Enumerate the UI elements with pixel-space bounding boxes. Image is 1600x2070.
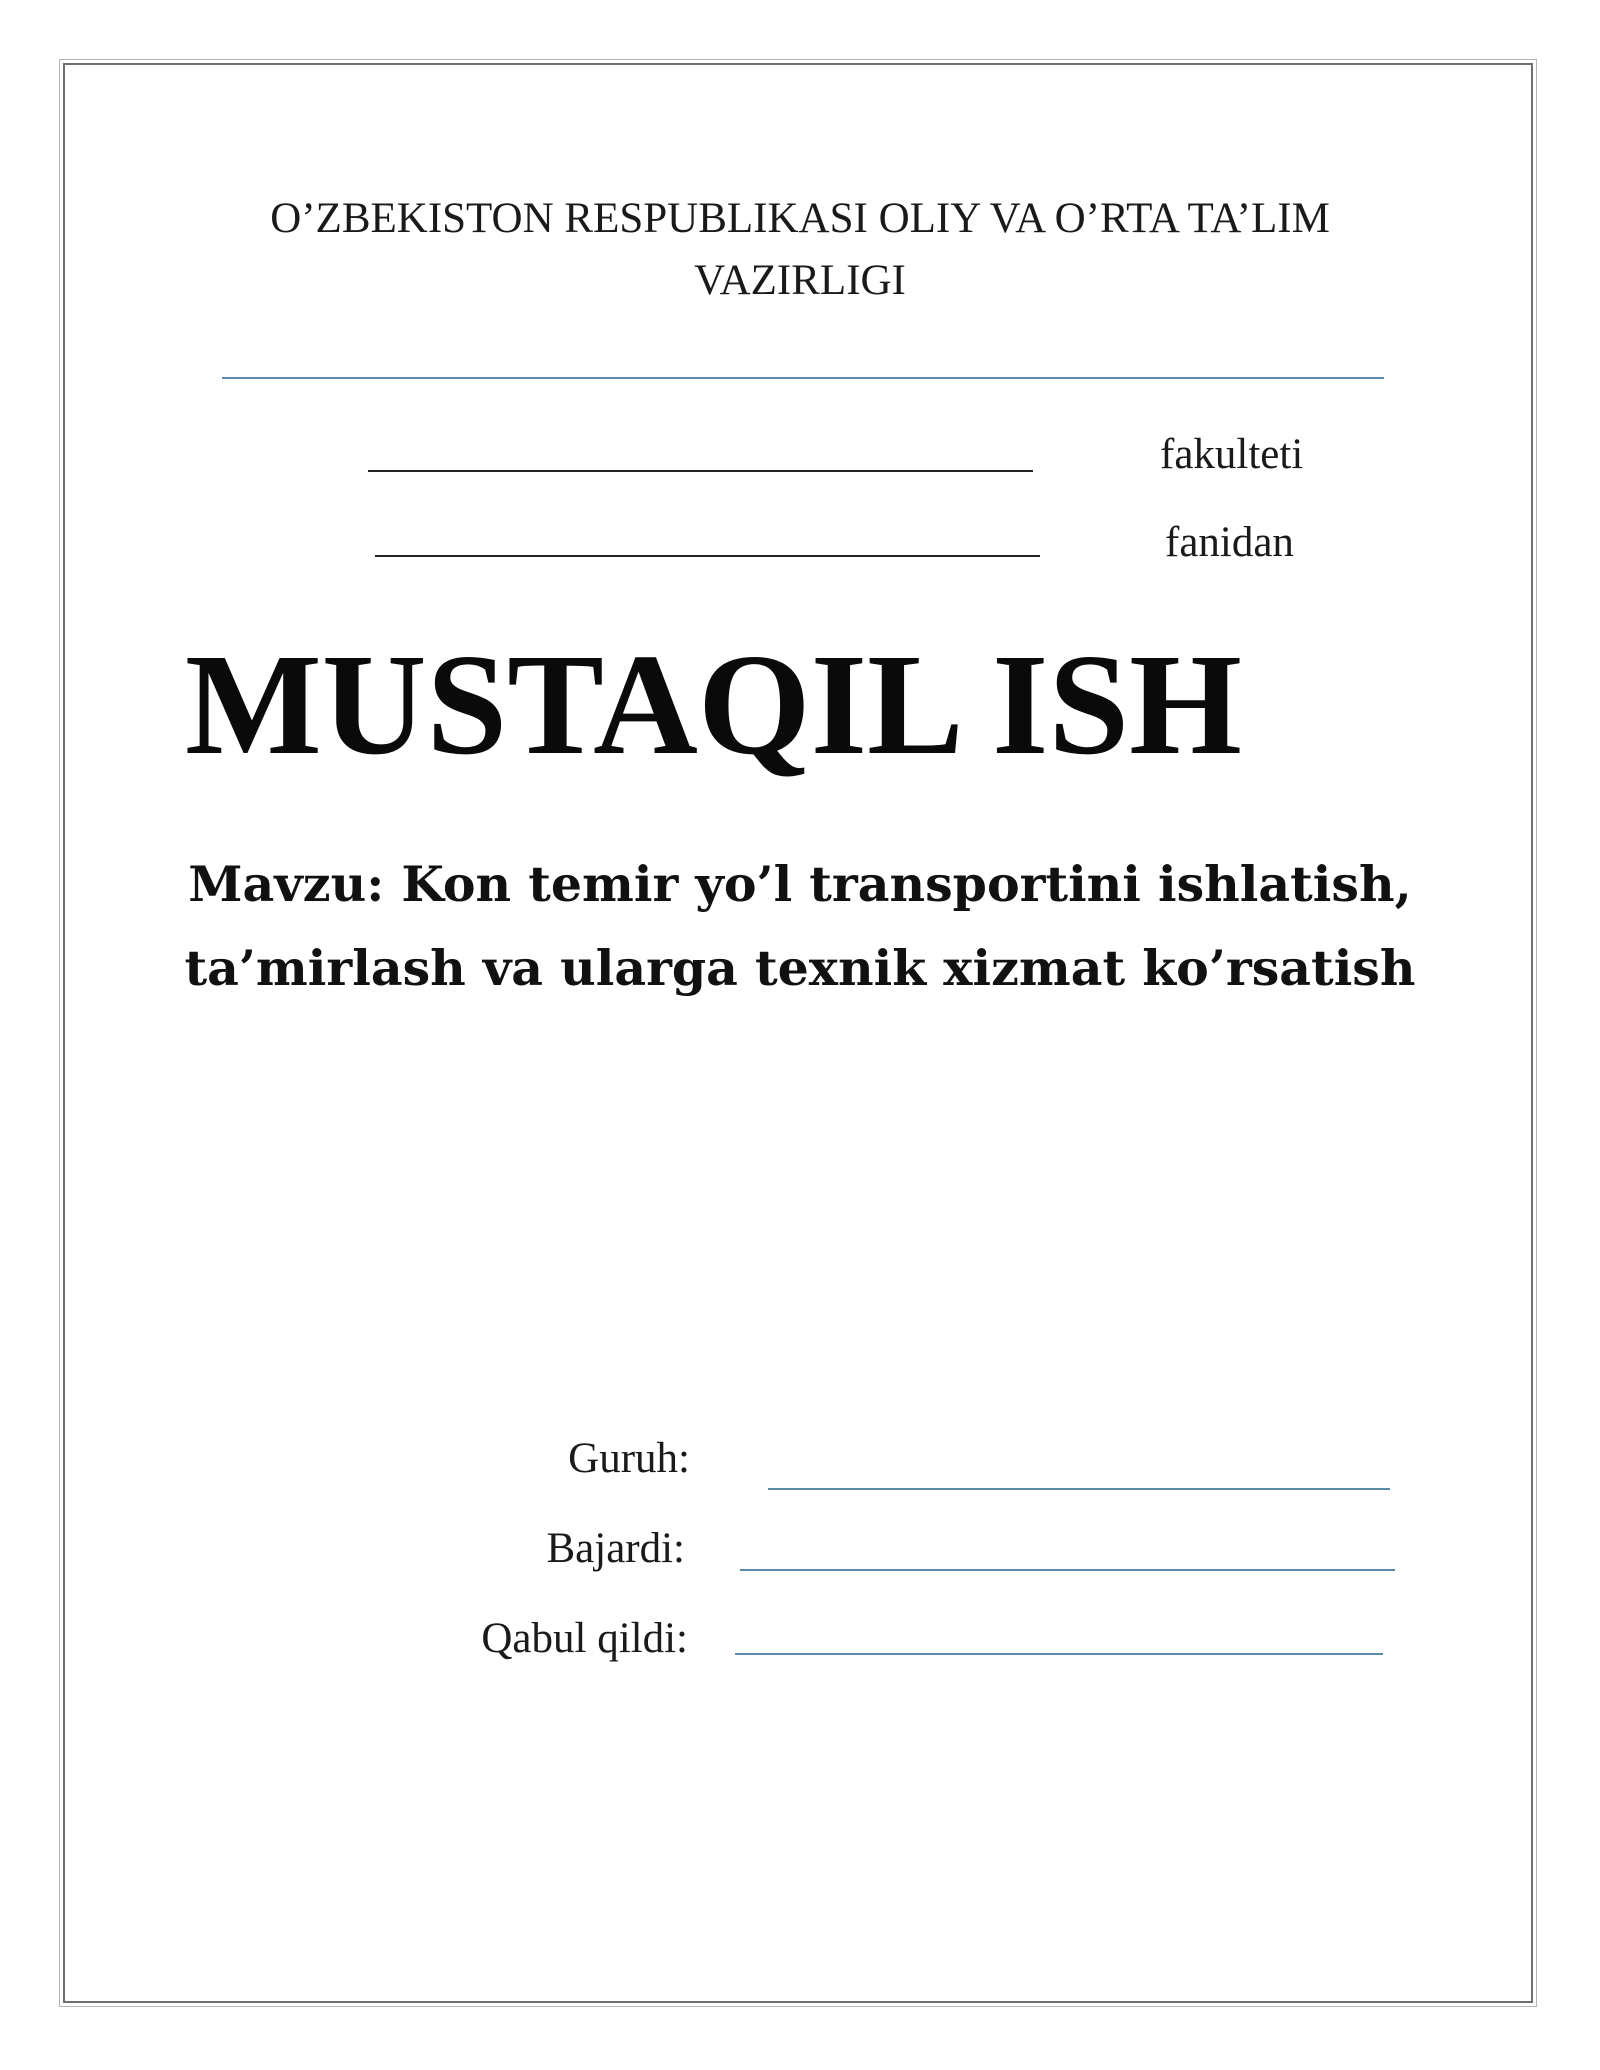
done-by-label: Bajardi: xyxy=(546,1525,685,1572)
faculty-name-blank xyxy=(368,470,1033,472)
done-by-blank xyxy=(740,1569,1395,1571)
topic-block xyxy=(150,842,1450,1010)
accepted-by-blank xyxy=(735,1653,1383,1655)
ministry-line-2: VAZIRLIGI xyxy=(694,257,906,304)
topic-line-1: Mavzu: Kon temir yo’l transportini ishlatish, xyxy=(188,855,1412,913)
document-title: MUSTAQIL ISH xyxy=(185,625,1242,785)
subject-label: fanidan xyxy=(1165,519,1294,566)
topic-line-2: ta’mirlash va ularga texnik xizmat ko’rsatish xyxy=(184,939,1416,997)
subject-name-blank xyxy=(375,555,1040,557)
group-label: Guruh: xyxy=(568,1435,690,1482)
ministry-header xyxy=(150,188,1450,312)
university-name-blank xyxy=(222,377,1384,379)
ministry-line-1: O’ZBEKISTON RESPUBLIKASI OLIY VA O’RTA TA’LIM xyxy=(270,195,1330,242)
accepted-by-label: Qabul qildi: xyxy=(481,1615,688,1662)
group-blank xyxy=(768,1488,1390,1490)
page-border xyxy=(63,63,1533,2003)
faculty-label: fakulteti xyxy=(1160,431,1304,478)
